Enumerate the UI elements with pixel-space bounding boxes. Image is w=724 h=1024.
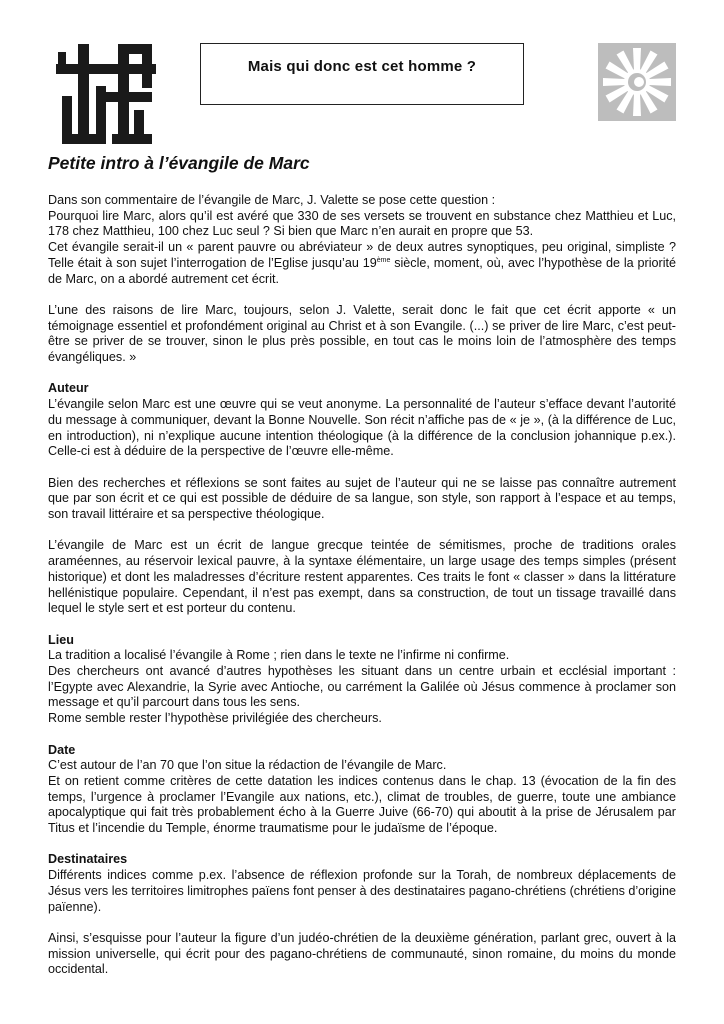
chi-rho-cross-logo-icon (56, 44, 156, 144)
intro-paragraph-2: Pourquoi lire Marc, alors qu’il est avéré que 330 de ses versets se trouvent en substance chez Matthieu et Luc, 178 chez Matthieu, 100 chez Luc seul ? Si bien que Marc n’en aurait en propre que 53. (48, 208, 676, 239)
auteur-paragraph-1: L’évangile selon Marc est une œuvre qui se veut anonyme. La personnalité de l’auteur s’efface devant l’autorité du message à communiquer, devant la Bonne Nouvelle. Son récit n’affiche pas de « je », (à la différence de Luc, en introduction), ni n’explique aucune intention théologique (à la différence de la conclusion johannique p.ex.). Celle-ci est à déduire de la perspective de l’œuvre elle-même. (48, 397, 676, 459)
date-paragraph-2: Et on retient comme critères de cette datation les indices contenus dans le chap. 13 (évocation de la fin des temps, l’urgence à proclamer l’Evangile aux nations, etc.), climat de troubles, de guerre, toute une ambiance apocalyptique qui fait très probablement écho à la Guerre Juive (66-70) qui aboutit à la prise de Jérusalem par Titus et l’incendie du Temple, énorme traumatisme pour le judaïsme de l’époque. (48, 773, 676, 836)
document-body (48, 193, 676, 978)
title-box (200, 43, 524, 105)
intro-paragraph-3-end: siècle, moment, où, avec l’hypothèse de la priorité de Marc, on a abordé autrement cet écrit. (48, 255, 676, 286)
auteur-paragraph-3: L’évangile de Marc est un écrit de langue grecque teintée de sémitismes, proche de traditions orales araméennes, au réservoir lexical pauvre, à la syntaxe élémentaire, un large usage des temps simples (présent historique) et dont les maladresses d’écriture restent apparentes. Ces traits le font « classer » dans la littérature hellénistique populaire. Cependant, il n’est pas exempt, dans sa construction, de tout un tissage travaillé dans lequel le style sert et est porteur du contenu. (48, 538, 676, 616)
destinataires-heading: Destinataires (48, 852, 128, 867)
section-heading: Petite intro à l’évangile de Marc (48, 153, 310, 173)
intro-paragraph-3-start: Cet évangile serait-il un « parent pauvre ou abréviateur » de deux autres synoptiques, peu original, simpliste ? Telle était à son sujet l’interrogation de l’Eglise jusqu’au 19 (48, 240, 676, 270)
lieu-paragraph-3: Rome semble rester l’hypothèse privilégiée des chercheurs. (48, 711, 382, 726)
lieu-paragraph-1: La tradition a localisé l’évangile à Rome ; rien dans le texte ne l’infirme ni confirme. (48, 648, 510, 663)
lieu-heading: Lieu (48, 632, 74, 647)
sun-rays-logo-icon (598, 43, 676, 121)
auteur-heading: Auteur (48, 381, 89, 396)
intro-paragraph-3 (48, 240, 676, 287)
lieu-paragraph-2: Des chercheurs ont avancé d’autres hypothèses les situant dans un centre urbain et ecclésial important : l’Egypte avec Alexandrie, la Syrie avec Antioche, ou carrément la Galilée où Jésus commence à proclamer son message et qu’il parcourt dans tous les sens. (48, 664, 676, 710)
page-title: Mais qui donc est cet homme ? (247, 58, 477, 75)
superscript-eme: ème (376, 256, 391, 264)
intro-paragraph-4: L’une des raisons de lire Marc, toujours, selon J. Valette, serait donc le fait que cet écrit apporte « un témoignage essentiel et profondément original au Christ et à son Evangile. (...) se priver de lire Marc, c’est peut-être se priver de se trouver, sinon le plus près possible, en tout cas le moins loin de l’atmosphère des temps évangéliques. » (48, 302, 676, 365)
destinataires-paragraph-1: Différents indices comme p.ex. l’absence de réflexion profonde sur la Torah, de nombreux déplacements de Jésus vers les territoires limitrophes païens font penser à des destinataires pagano-chrétiens (chrétiens d’origine païenne). (48, 868, 676, 914)
date-heading: Date (48, 742, 76, 757)
destinataires-paragraph-2: Ainsi, s’esquisse pour l’auteur la figure d’un judéo-chrétien de la deuxième génération, parlant grec, ouvert à la mission universelle, qui écrit pour des pagano-chrétiens de communauté, sinon romaine, du moins du monde occidental. (48, 930, 676, 977)
auteur-paragraph-2: Bien des recherches et réflexions se sont faites au sujet de l’auteur qui ne se laisse pas connaître autrement que par son écrit et ce qui est possible de déduire de sa langue, son style, son rapport à l’espace et au temps, son travail littéraire et sa perspective théologique. (48, 475, 676, 522)
intro-paragraph-1: Dans son commentaire de l’évangile de Marc, J. Valette se pose cette question : (48, 193, 496, 207)
date-paragraph-1: C’est autour de l’an 70 que l’on situe la rédaction de l’évangile de Marc. (48, 758, 447, 773)
